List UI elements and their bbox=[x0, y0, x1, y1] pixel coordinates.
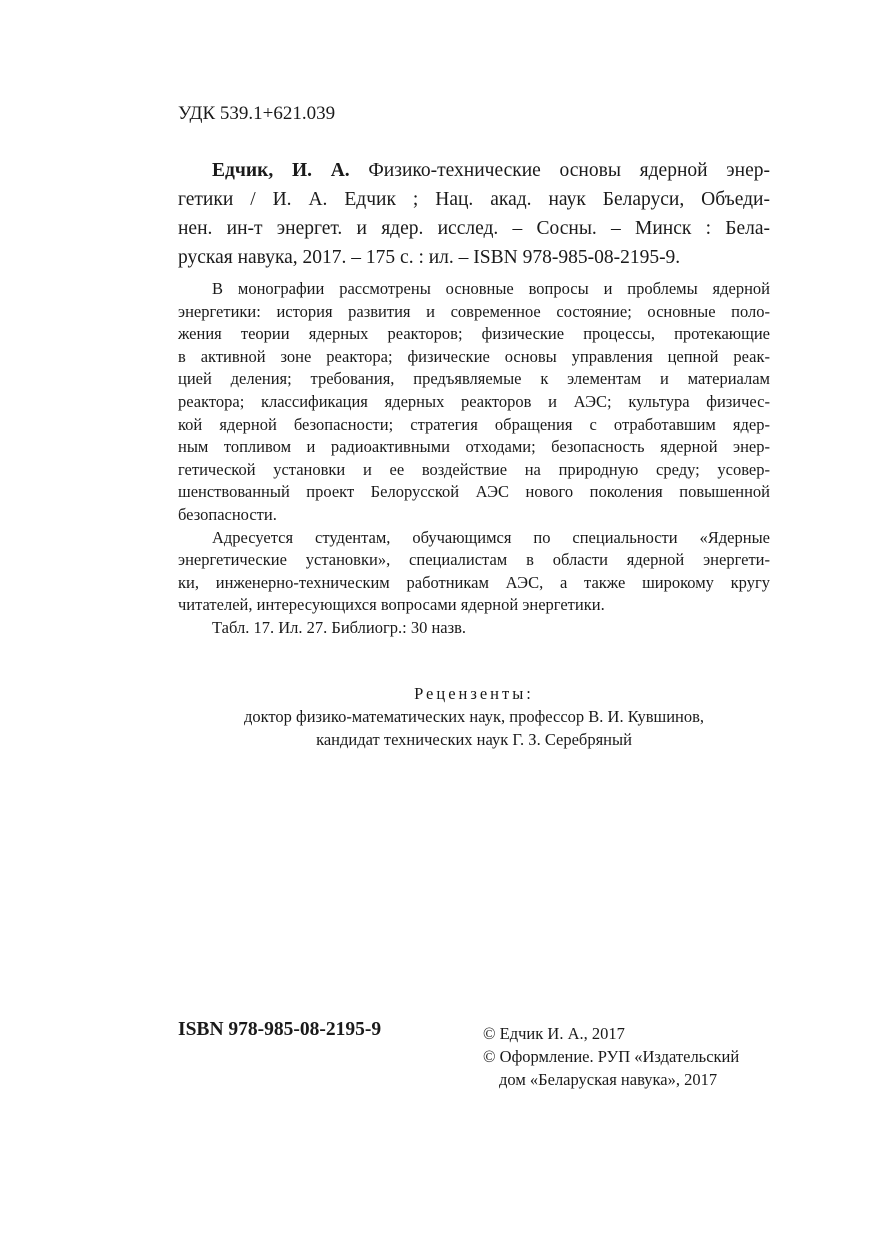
annotation bbox=[178, 278, 770, 640]
biblio-line-1: Едчик, И. А. Физико-технические основы ядерной энер- bbox=[212, 160, 770, 181]
audience-line: энергетические установки», специалистам в области ядерной энергети- bbox=[178, 550, 770, 570]
audience-line: читателей, интересующихся вопросами ядерной энергетики. bbox=[178, 595, 605, 615]
annotation-line: энергетики: история развития и современное состояние; основные поло- bbox=[178, 301, 770, 321]
annotation-line: безопасности. bbox=[178, 504, 277, 524]
annotation-line: в активной зоне реактора; физические основы управления цепной реак- bbox=[178, 346, 770, 366]
annotation-line: жения теории ядерных реакторов; физические процессы, протекающие bbox=[178, 324, 770, 344]
annotation-line: кой ядерной безопасности; стратегия обращения с отработавшим ядер- bbox=[178, 414, 770, 434]
copyright-author: © Едчик И. А., 2017 bbox=[483, 1024, 625, 1043]
udk-code: УДК 539.1+621.039 bbox=[178, 103, 336, 124]
isbn-number: ISBN 978-985-08-2195-9 bbox=[178, 1019, 382, 1040]
audience-line: ки, инженерно-техническим работникам АЭС, а также широкому кругу bbox=[178, 572, 770, 592]
copyright-design: © Оформление. РУП «Издательский bbox=[483, 1047, 740, 1066]
annotation-line: шенствованный проект Белорусской АЭС нового поколения повышенной bbox=[178, 482, 770, 502]
author-name: Едчик, И. А. bbox=[212, 160, 350, 181]
audience-line: Адресуется студентам, обучающимся по специальности «Ядерные bbox=[212, 527, 770, 547]
annotation-line: цией деления; требования, предъявляемые к элементам и материалам bbox=[178, 369, 770, 389]
annotation-line: реактора; классификация ядерных реакторов и АЭС; культура физичес- bbox=[178, 391, 770, 411]
reviewers-heading: Рецензенты: bbox=[414, 684, 534, 703]
biblio-line-4: руская навука, 2017. – 175 с. : ил. – ISBN 978-985-08-2195-9. bbox=[178, 247, 681, 268]
bibliographic-record bbox=[178, 156, 770, 272]
biblio-line-3: нен. ин-т энергет. и ядер. исслед. – Сосны. – Минск : Бела- bbox=[178, 218, 770, 239]
annotation-line: ным топливом и радиоактивными отходами; безопасность ядерной энер- bbox=[178, 437, 770, 457]
copyright-design-cont: дом «Беларуская навука», 2017 bbox=[499, 1070, 718, 1089]
reviewer-line: кандидат технических наук Г. З. Серебряный bbox=[316, 730, 632, 749]
annotation-line: В монографии рассмотрены основные вопросы и проблемы ядерной bbox=[212, 279, 770, 298]
copyright-block bbox=[483, 1022, 739, 1091]
annotation-line: гетической установки и ее воздействие на природную среду; усовер- bbox=[178, 459, 770, 479]
reviewer-line: доктор физико-математических наук, профессор В. И. Кувшинов, bbox=[243, 707, 705, 726]
biblio-line-2: гетики / И. А. Едчик ; Нац. акад. наук Беларуси, Объеди- bbox=[178, 189, 770, 210]
reviewers-block bbox=[178, 682, 770, 751]
bibliography-stats: Табл. 17. Ил. 27. Библиогр.: 30 назв. bbox=[212, 617, 467, 637]
